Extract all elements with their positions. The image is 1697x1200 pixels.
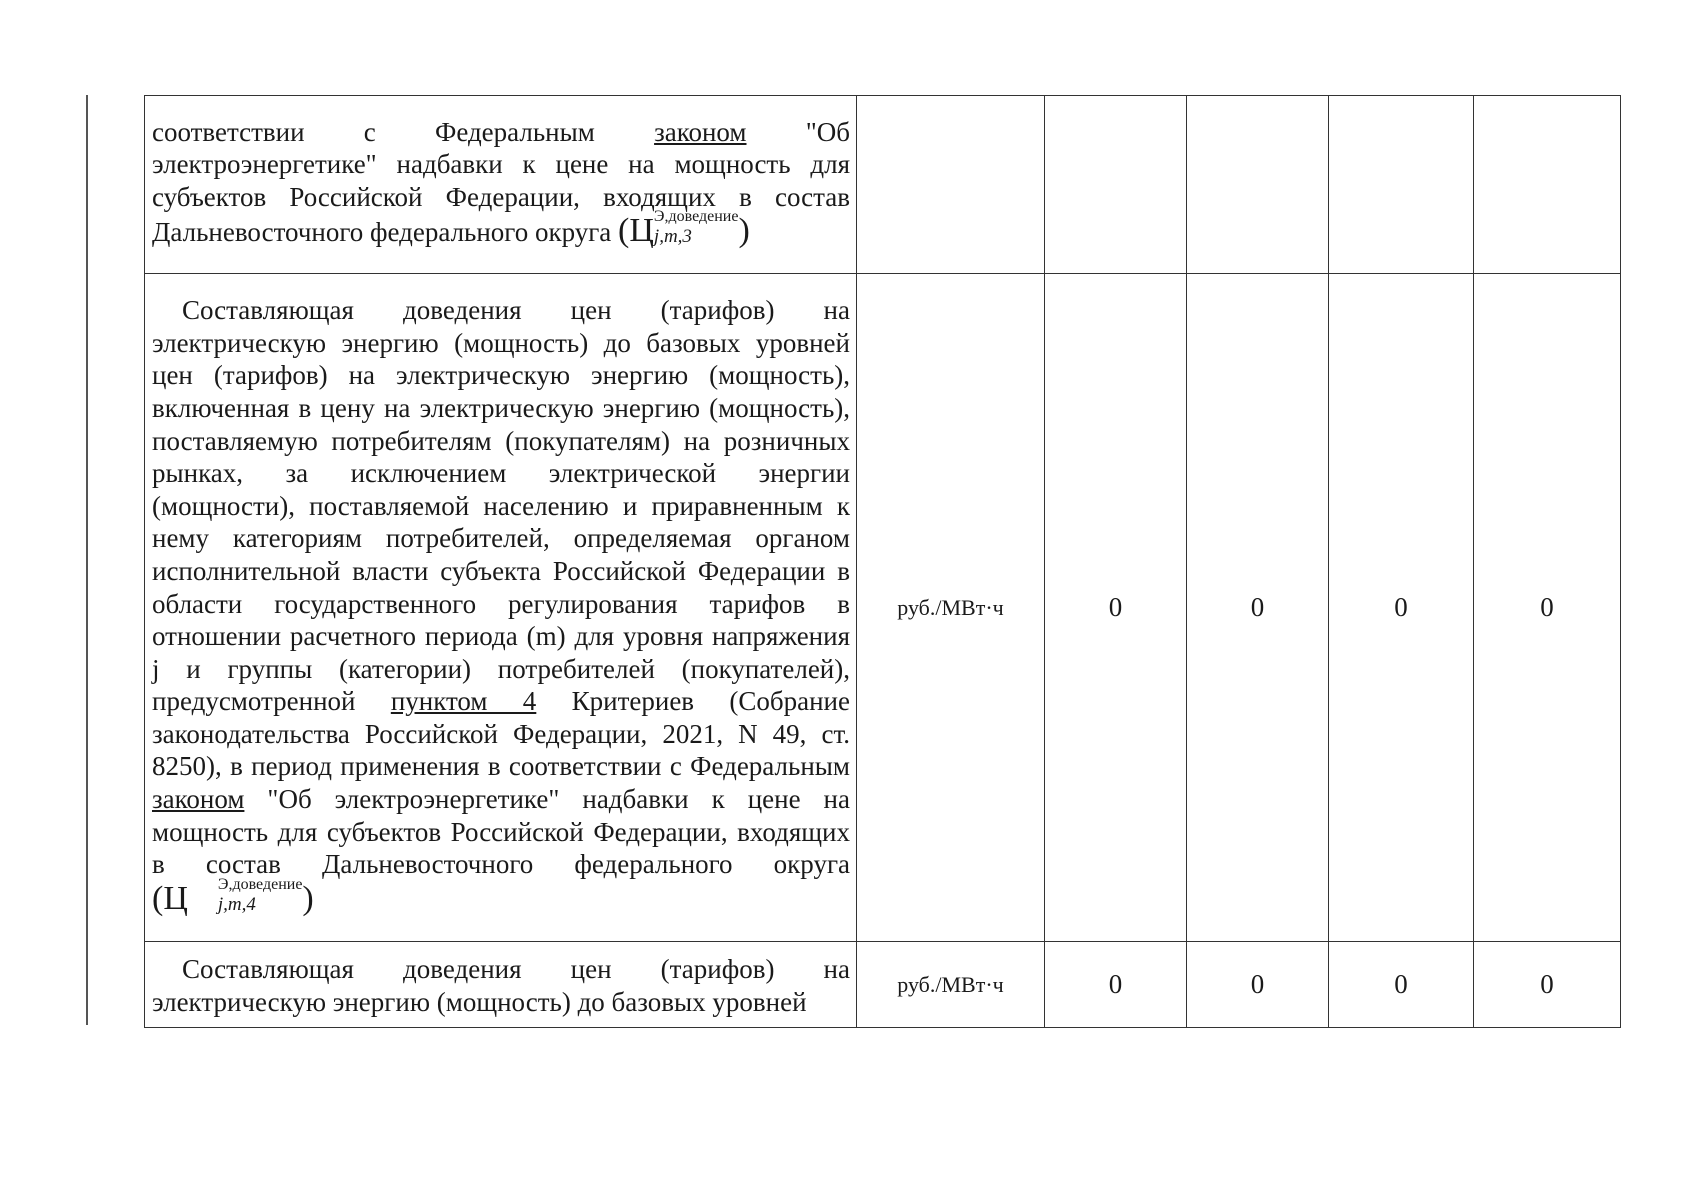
value-cell [1045,96,1187,274]
value-cell: 0 [1045,942,1187,1028]
value-cell: 0 [1187,274,1329,942]
table-row [145,942,1621,1028]
description-text: "Об электроэнергетике" надбавки к цене на мощность для субъектов Российской Федерации, входящих в состав Дальневосточного федерального округа [152,116,850,248]
unit-cell: руб./МВт·ч [857,942,1045,1028]
tariff-table [144,95,1621,1028]
law-link[interactable]: законом [152,784,245,815]
law-link[interactable]: законом [654,116,747,147]
formula: (Ц Э,доведение j,m,3 ) [618,208,750,250]
page-margin-line [86,95,88,1025]
clause-link[interactable]: пунктом 4 [390,686,537,717]
formula-superscript: Э,доведение [217,875,303,893]
unit-cell: руб./МВт·ч [857,274,1045,942]
description-cell [145,96,857,274]
description-text: Критериев (Собрание законодательства Российской Федерации, 2021, N 49, ст. 8250), в период применения в соответствии с Федеральным [152,686,850,782]
value-cell: 0 [1329,274,1474,942]
value-cell [1187,96,1329,274]
value-cell [1474,96,1621,274]
formula-subscript: j,m,4 [217,893,256,915]
value-cell: 0 [1474,942,1621,1028]
value-cell: 0 [1045,274,1187,942]
value-cell: 0 [1474,274,1621,942]
description-cell [145,942,857,1028]
value-cell [1329,96,1474,274]
formula: (Ц Э,доведение j,m,4 ) [152,875,314,917]
table-row [145,274,1621,942]
description-text: соответствии с Федеральным [152,116,655,147]
value-cell: 0 [1329,942,1474,1028]
table-row [145,96,1621,274]
description-cell [145,274,857,942]
formula-superscript: Э,доведение [653,208,739,226]
unit-cell [857,96,1045,274]
value-cell: 0 [1187,942,1329,1028]
formula-subscript: j,m,3 [653,226,692,248]
description-text: "Об электроэнергетике" надбавки к цене на мощность для субъектов Российской Федерации, входящих в состав Дальневосточного федерального округа [152,784,850,880]
description-text: Составляющая доведения цен (тарифов) на электрическую энергию (мощность) до базовых уровней цен (тарифов) на электрическую энергию (мощность), включенная в цену на электрическую энергию (мощность), поставляемую потребителям (покупателям) на розничных рынках, за исключением электрической энергии (мощности), поставляемой населению и приравненным к нему категориям потребителей, определяемая органом исполнительной власти субъекта Российской Федерации в области государственного регулирования тарифов в отношении расчетного периода (m) для уровня напряжения j и группы (категории) потребителей (покупателей), предусмотренной [152,295,850,717]
description-text: Составляющая доведения цен (тарифов) на электрическую энергию (мощность) до базовых уровней [152,953,850,1017]
